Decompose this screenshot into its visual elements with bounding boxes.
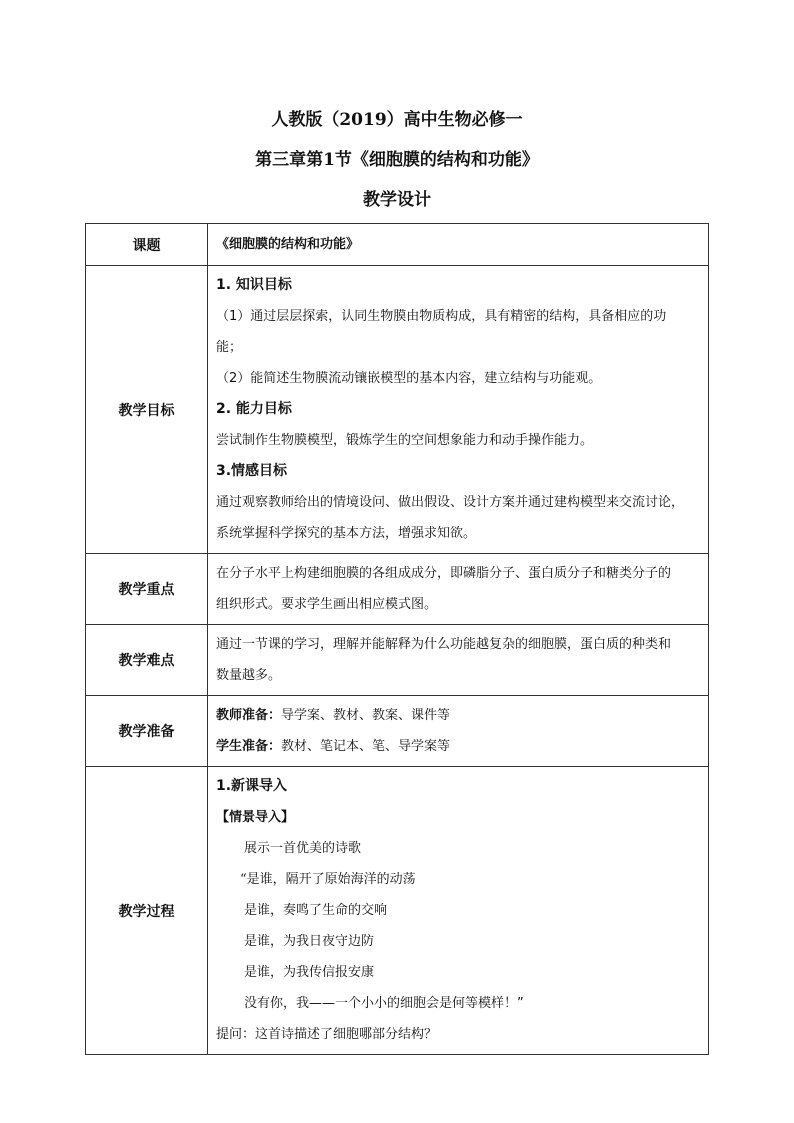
lesson-plan-table	[85, 223, 709, 1055]
emotion-text: 通过观察教师给出的情境设问、做出假设、设计方案并通过建构模型来交流讨论，	[216, 495, 685, 510]
emotion-text-cont: 系统掌握科学探究的基本方法，增强求知欲。	[216, 526, 477, 541]
value-difficulties	[208, 625, 709, 696]
key-points-text: 在分子水平上构建细胞膜的各组成成分，即磷脂分子、蛋白质分子和糖类分子的	[216, 566, 672, 581]
student-prep-text: 教材、笔记本、笔、导学案等	[281, 739, 451, 754]
value-objectives	[208, 266, 709, 554]
value-preparation	[208, 696, 709, 767]
difficulties-text-cont: 数量越多。	[216, 668, 282, 683]
teacher-prep	[216, 700, 708, 731]
knowledge-item-2: （2）能简述生物膜流动镶嵌模型的基本内容，建立结构与功能观。	[216, 371, 602, 386]
label-difficulties: 教学难点	[86, 625, 208, 696]
value-topic	[208, 224, 709, 266]
poem-line-4: 是谁，为我传信报安康	[244, 965, 375, 980]
doc-title-chapter: 第三章第1节《细胞膜的结构和功能》	[255, 150, 539, 170]
poem-line-2: 是谁，奏鸣了生命的交响	[244, 903, 388, 918]
row-topic	[86, 224, 709, 266]
knowledge-heading: 1. 知识目标	[216, 277, 292, 293]
emotion-heading: 3.情感目标	[216, 463, 288, 479]
label-key-points: 教学重点	[86, 554, 208, 625]
student-prep	[216, 731, 708, 762]
knowledge-item-1-cont: 能；	[216, 340, 243, 355]
row-preparation	[86, 696, 709, 767]
label-objectives: 教学目标	[86, 266, 208, 554]
process-question: 提问：这首诗描述了细胞哪部分结构？	[216, 1027, 438, 1042]
row-process	[86, 767, 709, 1055]
ability-heading: 2. 能力目标	[216, 401, 292, 417]
doc-title-type: 教学设计	[363, 190, 431, 210]
key-points-text-cont: 组织形式。要求学生画出相应模式图。	[216, 597, 438, 612]
value-process	[208, 767, 709, 1055]
student-prep-label: 学生准备：	[216, 739, 282, 754]
difficulties-text: 通过一节课的学习，理解并能解释为什么功能越复杂的细胞膜，蛋白质的种类和	[216, 637, 672, 652]
poem-intro: 展示一首优美的诗歌	[244, 841, 362, 856]
poem-line-1: “是谁，隔开了原始海洋的动荡	[240, 872, 416, 887]
value-key-points	[208, 554, 709, 625]
doc-title-series: 人教版（2019）高中生物必修一	[271, 110, 523, 130]
label-topic: 课题	[86, 224, 208, 266]
row-objectives	[86, 266, 709, 554]
label-preparation: 教学准备	[86, 696, 208, 767]
poem-line-3: 是谁，为我日夜守边防	[244, 934, 375, 949]
teacher-prep-text: 导学案、教材、教案、课件等	[281, 708, 451, 723]
topic-text: 《细胞膜的结构和功能》	[216, 237, 360, 252]
teacher-prep-label: 教师准备：	[216, 708, 282, 723]
row-key-points	[86, 554, 709, 625]
poem-line-5: 没有你，我——一个小小的细胞会是何等模样！”	[244, 996, 524, 1011]
process-subheading: 【情景导入】	[216, 810, 295, 825]
label-process: 教学过程	[86, 767, 208, 1055]
row-difficulties	[86, 625, 709, 696]
ability-text: 尝试制作生物膜模型，锻炼学生的空间想象能力和动手操作能力。	[216, 433, 594, 448]
process-heading: 1.新课导入	[216, 778, 288, 794]
knowledge-item-1: （1）通过层层探索，认同生物膜由物质构成，具有精密的结构，具备相应的功	[216, 309, 667, 324]
